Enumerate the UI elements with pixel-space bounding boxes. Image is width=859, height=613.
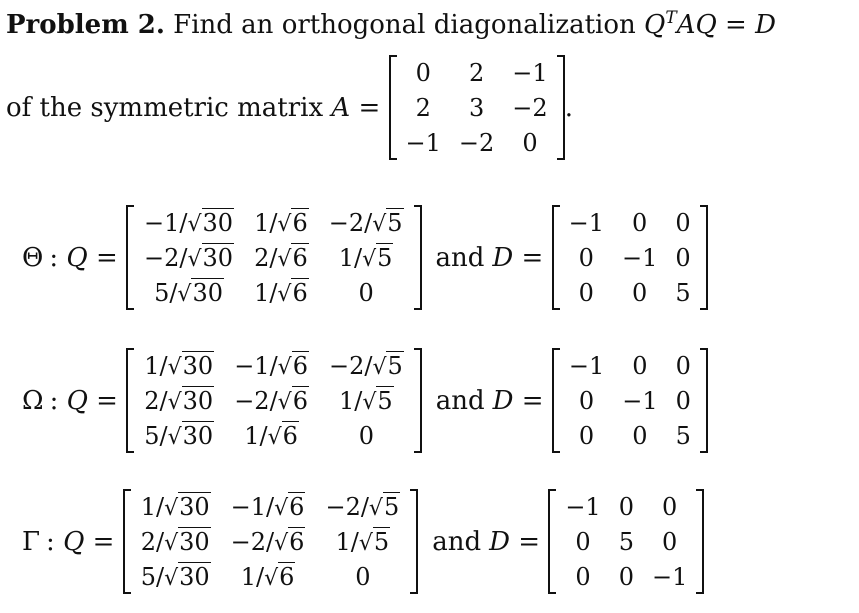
matrix-q-row: [134, 240, 414, 275]
matrix-q-cell: 1/√6: [254, 208, 308, 237]
matrix-d-cell: 0: [662, 527, 678, 556]
matrix-q-cell: 1/√5: [335, 527, 390, 556]
option-omega: [22, 348, 708, 453]
matrix-q-cell: −2/√6: [230, 527, 305, 556]
connector-text: and: [435, 385, 485, 416]
problem-line2-text: of the symmetric matrix: [6, 92, 324, 123]
matrix-q-cell: 1/√30: [140, 492, 210, 521]
problem-title-line: [6, 8, 776, 40]
matrix-a-cell: 2: [415, 93, 431, 122]
option-symbol: Ω: [22, 385, 44, 416]
matrix-d: [548, 489, 704, 594]
d-label: D =: [489, 526, 549, 557]
matrix-d-cell: 5: [618, 527, 634, 556]
matrix-a-cell: 0: [522, 128, 538, 157]
matrix-q-cell: 5/√30: [144, 421, 214, 450]
matrix-d-cell: −1: [565, 492, 601, 521]
matrix-d-cell: 0: [675, 208, 691, 237]
matrix-a-cell: −1: [512, 58, 548, 87]
matrix-d-row: [560, 275, 700, 310]
matrix-d-row: [560, 348, 700, 383]
matrix-a-cell: −2: [512, 93, 548, 122]
matrix-q-row: [134, 383, 414, 418]
matrix-q: [126, 348, 422, 453]
matrix-q-cell: 0: [358, 278, 374, 307]
matrix-d-cell: 0: [578, 421, 595, 450]
matrix-d: [552, 348, 708, 453]
problem-equation: $Q^TAQ = D$: [644, 8, 776, 40]
matrix-d-cell: 0: [578, 386, 595, 415]
matrix-a-cell: 2: [468, 58, 485, 87]
option-symbol: Γ: [22, 526, 41, 557]
matrix-q-cell: 1/√30: [144, 351, 214, 380]
matrix-q-cell: 0: [358, 421, 374, 450]
matrix-d-cell: 0: [675, 386, 691, 415]
matrix-q-cell: 2/√6: [254, 243, 308, 272]
matrix-d-row: [560, 383, 700, 418]
matrix-a-label: A =: [331, 92, 381, 123]
matrix-d-cell: 0: [675, 243, 691, 272]
matrix-d-row: [560, 418, 700, 453]
d-label: D =: [492, 242, 552, 273]
connector-text: and: [435, 242, 485, 273]
matrix-q-cell: −2/√5: [328, 208, 403, 237]
matrix-q-row: [134, 205, 414, 240]
matrix-a-cell: −1: [405, 128, 441, 157]
q-label: : Q =: [46, 526, 123, 557]
matrix-q-cell: 0: [355, 562, 371, 591]
matrix-q-cell: 1/√5: [339, 386, 393, 415]
matrix-d-row: [560, 205, 700, 240]
matrix-q-cell: 2/√30: [144, 386, 214, 415]
option-theta: [22, 205, 708, 310]
matrix-q-cell: 5/√30: [140, 562, 210, 591]
matrix-d-cell: 0: [578, 278, 594, 307]
matrix-d-row: [556, 559, 696, 594]
matrix-d-cell: −1: [568, 208, 604, 237]
q-label: : Q =: [49, 385, 127, 416]
matrix-d-cell: 0: [632, 278, 648, 307]
problem-title-text: Find an orthogonal diagonalization: [173, 10, 636, 40]
matrix-d-cell: −1: [622, 386, 658, 415]
matrix-q-cell: 1/√5: [338, 243, 393, 272]
matrix-q-cell: −1/√30: [144, 208, 234, 237]
matrix-a-row: [397, 55, 557, 90]
option-gamma: [22, 489, 704, 594]
matrix-d-cell: 5: [675, 421, 691, 450]
matrix-q-cell: 1/√6: [240, 562, 295, 591]
matrix-q-row: [134, 275, 414, 310]
matrix-a-row: [397, 90, 557, 125]
matrix-q-cell: −2/√6: [234, 386, 308, 415]
matrix-q-cell: 5/√30: [154, 278, 223, 307]
matrix-d-cell: −1: [568, 351, 605, 380]
q-label: : Q =: [49, 242, 127, 273]
matrix-d-cell: 5: [675, 278, 691, 307]
matrix-q-row: [131, 524, 411, 559]
matrix-d-cell: 0: [632, 351, 648, 380]
matrix-q-row: [131, 559, 411, 594]
matrix-a-row: [397, 125, 557, 160]
matrix-q-row: [134, 348, 414, 383]
problem-matrix-line: [6, 55, 573, 160]
matrix-q-cell: 1/√6: [254, 278, 308, 307]
matrix-d-cell: 0: [618, 492, 634, 521]
matrix-q-cell: −2/√30: [144, 243, 234, 272]
matrix-q-cell: −2/√5: [328, 351, 403, 380]
matrix-d-cell: 0: [632, 208, 648, 237]
matrix-q-cell: 1/√6: [244, 421, 298, 450]
matrix-d-row: [560, 240, 700, 275]
matrix-q-row: [131, 489, 411, 524]
matrix-d-cell: −1: [651, 562, 688, 591]
matrix-q-cell: −1/√6: [230, 492, 305, 521]
d-label: D =: [492, 385, 552, 416]
matrix-d-cell: 0: [575, 527, 591, 556]
option-symbol: Θ: [22, 242, 44, 273]
matrix-d-cell: 0: [575, 562, 591, 591]
matrix-d-cell: 0: [662, 492, 678, 521]
matrix-d-cell: −1: [621, 243, 658, 272]
connector-text: and: [432, 526, 482, 557]
matrix-a-cell: 3: [468, 93, 485, 122]
matrix-d-cell: 0: [578, 243, 594, 272]
matrix-d-cell: 0: [618, 562, 634, 591]
matrix-q: [126, 205, 422, 310]
problem-title-bold: Problem 2.: [6, 10, 165, 40]
period: .: [564, 92, 573, 123]
matrix-a-cell: 0: [415, 58, 431, 87]
matrix-d-cell: 0: [632, 421, 648, 450]
matrix-q-row: [134, 418, 414, 453]
matrix-d: [552, 205, 708, 310]
matrix-a-cell: −2: [458, 128, 495, 157]
matrix-q: [123, 489, 419, 594]
matrix-q-cell: −2/√5: [325, 492, 400, 521]
matrix-d-row: [556, 489, 696, 524]
matrix-d-row: [556, 524, 696, 559]
matrix-q-cell: 2/√30: [140, 527, 210, 556]
matrix-q-cell: −1/√6: [234, 351, 308, 380]
matrix-a: [389, 55, 565, 160]
matrix-d-cell: 0: [675, 351, 691, 380]
